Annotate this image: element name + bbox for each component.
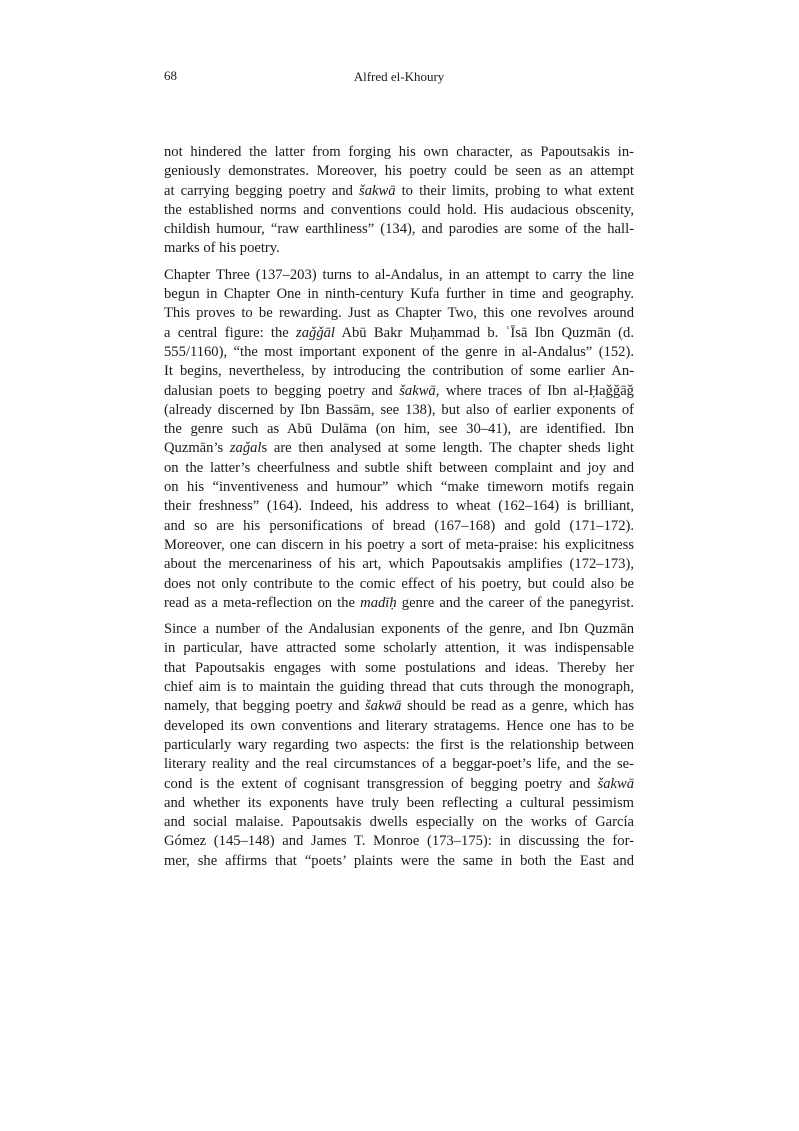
text-line [164,678,634,697]
text-segment: Quzmān’s [164,440,230,457]
text-line [164,201,634,220]
text-segment: This proves to be rewarding. Just as Chapter Two, this one revolves around [164,305,634,322]
text-line [164,717,634,736]
text-line [164,420,634,439]
text-line [164,362,634,381]
text-line [164,620,634,639]
text-segment: and social malaise. Papoutsakis dwells especially on the works of García [164,814,634,831]
text-line [164,304,634,323]
text-line [164,813,634,832]
text-line [164,343,634,362]
text-line [164,639,634,658]
text-segment: does not only contribute to the comic effect of his poetry, but could also be [164,575,634,592]
italic-term: zaǧǧāl [296,324,335,341]
text-segment: on the latter’s cheerfulness and subtle shift between complaint and joy and [164,459,634,476]
text-line [164,266,634,285]
text-segment: a central figure: the [164,324,297,341]
text-line [164,594,634,613]
text-segment: at carrying begging poetry and [164,182,360,199]
text-line [164,536,634,555]
text-line [164,555,634,574]
text-line [164,143,634,162]
text-line [164,775,634,794]
text-line [164,497,634,516]
text-segment: namely, that begging poetry and [164,698,365,715]
text-segment: Gómez (145–148) and James T. Monroe (173–175): in discussing the for- [164,833,634,850]
text-segment: dalusian poets to begging poetry and [164,382,400,399]
text-segment: , where traces of Ibn al-Ḥaǧǧāǧ [435,382,634,399]
text-segment: on his “inventiveness and humour” which “make timeworn motifs regain [164,479,634,496]
text-line [164,697,634,716]
text-line [164,852,634,871]
italic-term: šakwā [399,382,436,399]
text-line [164,439,634,458]
text-segment: not hindered the latter from forging his own character, as Papoutsakis in- [164,144,634,160]
text-segment: and so are his personifications of bread (167–168) and gold (171–172). [164,517,634,534]
italic-term: šakwā [359,182,396,199]
text-line [164,285,634,304]
italic-term: šakwā [597,775,634,792]
text-segment: s are then analysed at some length. The chapter sheds light [261,440,634,457]
text-line [164,478,634,497]
italic-term: madīḥ [360,594,397,611]
text-line [164,832,634,851]
text-segment: Chapter Three (137–203) turns to al-Andalus, in an attempt to carry the line [164,266,634,283]
text-line [164,162,634,181]
text-line [164,239,634,258]
text-segment: and whether its exponents have truly been reflecting a cultural pessimism [164,794,634,811]
text-segment: geniously demonstrates. Moreover, his poetry could be seen as an attempt [164,163,634,180]
text-segment: their freshness” (164). Indeed, his address to wheat (162–164) is brilliant, [164,498,634,515]
text-segment: read as a meta-reflection on the [164,594,361,611]
text-segment: the genre such as Abū Dulāma (on him, see 30–41), are identified. Ibn [164,421,634,438]
italic-term: šakwā [364,698,402,715]
text-line [164,401,634,420]
text-line [164,794,634,813]
text-segment: Moreover, one can discern in his poetry a sort of meta-praise: his explicitness [164,536,634,553]
text-line [164,755,634,774]
text-segment: It begins, nevertheless, by introducing the contribution of some earlier An- [164,363,634,380]
text-segment: Since a number of the Andalusian exponents of the genre, and Ibn Quzmān [164,621,634,638]
text-segment: about the mercenariness of his art, which Papoutsakis amplifies (172–173), [164,556,634,573]
text-segment: (already discerned by Ibn Bassām, see 138), but also of earlier exponents of [164,401,634,418]
text-line [164,382,634,401]
text-segment: cond is the extent of cognisant transgression of begging poetry and [164,775,598,792]
text-line [164,575,634,594]
text-line [164,324,634,343]
text-segment: in particular, have attracted some scholarly attention, it was indispensable [164,640,634,657]
text-segment: that Papoutsakis engages with some postulations and ideas. Thereby her [164,659,634,676]
text-line [164,182,634,201]
text-segment: to their limits, probing to what extent [395,182,634,199]
text-segment: 555/1160), “the most important exponent of the genre in al-Andalus” (152). [164,343,634,360]
text-segment: begun in Chapter One in ninth-century Kufa further in time and geography. [164,286,634,303]
text-segment: developed its own conventions and literary stratagems. Hence one has to be [164,717,634,734]
text-line [164,459,634,478]
text-line [164,220,634,239]
paragraph [164,266,634,613]
text-segment: should be read as a genre, which has [401,698,634,715]
paragraph [164,143,634,259]
running-head-author: Alfred el-Khoury [353,69,445,84]
text-segment: the established norms and conventions could hold. His audacious obscenity, [164,201,634,218]
text-segment: genre and the career of the panegyrist. [396,594,634,611]
italic-term: zaǧal [229,440,262,457]
page-number: 68 [164,68,177,83]
text-segment: marks of his poetry. [164,240,280,257]
text-line [164,517,634,536]
text-line [164,736,634,755]
body-text [164,143,634,878]
text-segment: mer, she affirms that “poets’ plaints were the same in both the East and [164,852,634,869]
text-segment: literary reality and the real circumstances of a beggar-poet’s life, and the se- [164,756,634,773]
text-segment: Abū Bakr Muḥammad b. ʿĪsā Ibn Quzmān (d. [334,324,634,341]
text-line [164,659,634,678]
paragraph [164,620,634,871]
text-segment: chief aim is to maintain the guiding thread that cuts through the monograph, [164,679,634,696]
text-segment: childish humour, “raw earthliness” (134), and parodies are some of the hall- [164,221,634,238]
text-segment: particularly wary regarding two aspects: the first is the relationship between [164,736,634,753]
